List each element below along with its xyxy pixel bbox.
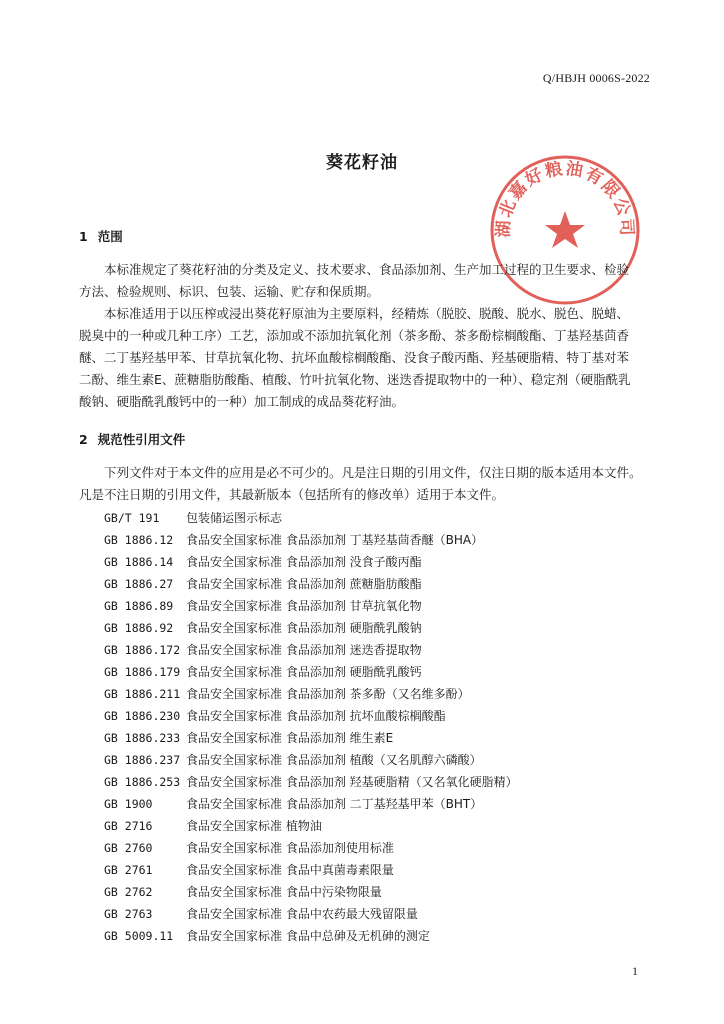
seal-star-icon [545,211,585,248]
reference-title: 食品安全国家标准 食品中真菌毒素限量 [186,863,394,877]
scope-paragraph-line: 醚、二丁基羟基甲苯、甘草抗氧化物、抗坏血酸棕榈酸酯、没食子酸丙酯、羟基硬脂精、特丁基对苯 [79,350,630,365]
reference-title: 食品安全国家标准 食品添加剂 丁基羟基茴香醚（BHA） [186,533,484,547]
reference-row [104,576,422,592]
reference-code: GB 2762 [104,885,153,899]
reference-row [104,774,518,790]
reference-row [104,554,422,570]
reference-code: GB 1886.211 [104,687,181,701]
reference-row [104,752,482,768]
reference-title: 食品安全国家标准 食品添加剂 茶多酚（又名维多酚） [186,687,470,701]
document-title: 葵花籽油 [326,153,398,173]
reference-row [104,730,393,746]
reference-row [104,862,394,878]
scope-paragraph-line: 酸钠、硬脂酰乳酸钙中的一种）加工制成的成品葵花籽油。 [79,394,405,409]
scope-paragraph-line: 二酚、维生素E、蔗糖脂肪酸酯、植酸、竹叶抗氧化物、迷迭香提取物中的一种）、稳定剂（硬脂酰乳 [79,372,631,387]
standard-code: Q/HBJH 0006S-2022 [542,71,650,85]
reference-row [104,906,418,922]
reference-row [104,686,470,702]
scope-paragraph-line: 本标准适用于以压榨或浸出葵花籽原油为主要原料，经精炼（脱胶、脱酸、脱水、脱色、脱蜡、 [104,306,630,321]
reference-code: GB 2760 [104,841,153,855]
reference-code: GB 1886.12 [104,533,174,547]
reference-row [104,928,430,944]
reference-code: GB 5009.11 [104,929,174,943]
reference-code: GB 1886.230 [104,709,181,723]
reference-row [104,598,422,614]
reference-title: 食品安全国家标准 食品添加剂 迷迭香提取物 [186,643,422,657]
reference-row [104,642,422,658]
reference-row [104,510,282,526]
reference-title: 食品安全国家标准 植物油 [186,819,322,833]
reference-title: 食品安全国家标准 食品中总砷及无机砷的测定 [186,929,430,943]
reference-row [104,796,482,812]
reference-title: 食品安全国家标准 食品添加剂 植酸（又名肌醇六磷酸） [186,753,482,767]
reference-code: GB 1886.237 [104,753,181,767]
reference-code: GB 1900 [104,797,153,811]
reference-row [104,708,446,724]
references-paragraph-line: 凡是不注日期的引用文件，其最新版本（包括所有的修改单）适用于本文件。 [79,487,505,502]
reference-code: GB 1886.253 [104,775,181,789]
scope-paragraph-line: 脱臭中的一种或几种工序）工艺，添加或不添加抗氧化剂（茶多酚、茶多酚棕榈酸酯、丁基羟基茴香 [79,328,630,343]
scope-paragraph-line: 本标准规定了葵花籽油的分类及定义、技术要求、食品添加剂、生产加工过程的卫生要求、检验 [104,262,630,277]
reference-title: 食品安全国家标准 食品添加剂 没食子酸丙酯 [186,555,422,569]
reference-row [104,884,382,900]
reference-title: 包装储运图示标志 [186,511,283,525]
reference-title: 食品安全国家标准 食品添加剂使用标准 [186,841,394,855]
reference-title: 食品安全国家标准 食品添加剂 硬脂酰乳酸钠 [186,621,422,635]
reference-code: GB 1886.89 [104,599,174,613]
reference-code: GB 1886.27 [104,577,174,591]
reference-title: 食品安全国家标准 食品添加剂 二丁基羟基甲苯（BHT） [186,797,483,811]
reference-title: 食品安全国家标准 食品添加剂 羟基硬脂精（又名氧化硬脂精） [186,775,518,789]
reference-title: 食品安全国家标准 食品添加剂 抗坏血酸棕榈酸酯 [186,709,446,723]
reference-code: GB 2763 [104,907,153,921]
section-heading-scope: 1 范围 [79,229,123,244]
reference-row [104,664,422,680]
reference-code: GB 1886.92 [104,621,174,635]
reference-title: 食品安全国家标准 食品中农药最大残留限量 [186,907,418,921]
company-seal-stamp [488,153,642,307]
reference-code: GB 2716 [104,819,153,833]
reference-code: GB 1886.233 [104,731,181,745]
reference-code: GB 1886.14 [104,555,174,569]
reference-row [104,532,483,548]
reference-row [104,840,394,856]
reference-code: GB 2761 [104,863,153,877]
seal-text: 湖北嘉好粮油有限公司 [493,158,637,238]
reference-title: 食品安全国家标准 食品添加剂 蔗糖脂肪酸酯 [186,577,422,591]
reference-title: 食品安全国家标准 食品添加剂 维生素E [186,731,394,745]
reference-code: GB 1886.179 [104,665,181,679]
reference-row [104,620,422,636]
reference-title: 食品安全国家标准 食品中污染物限量 [186,885,382,899]
reference-title: 食品安全国家标准 食品添加剂 硬脂酰乳酸钙 [186,665,422,679]
reference-code: GB 1886.172 [104,643,181,657]
reference-title: 食品安全国家标准 食品添加剂 甘草抗氧化物 [186,599,422,613]
scope-paragraph-line: 方法、检验规则、标识、包装、运输、贮存和保质期。 [79,284,380,299]
page-number: 1 [632,964,638,978]
references-paragraph-line: 下列文件对于本文件的应用是必不可少的。凡是注日期的引用文件，仅注日期的版本适用本文件。 [104,465,642,480]
section-heading-normative-references: 2 规范性引用文件 [79,432,186,447]
reference-code: GB/T 191 [104,511,160,525]
reference-row [104,818,322,834]
